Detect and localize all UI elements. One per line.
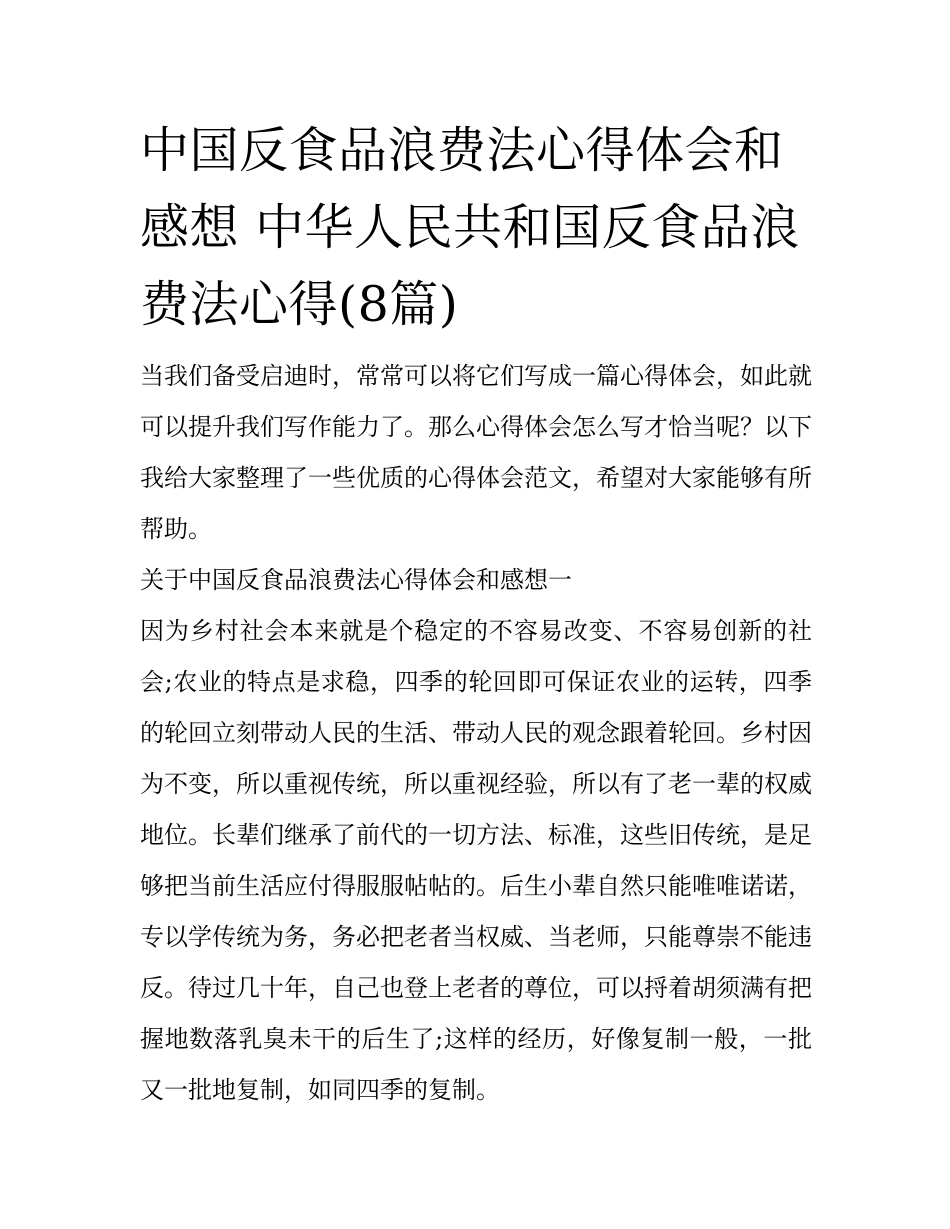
intro-paragraph: 当我们备受启迪时，常常可以将它们写成一篇心得体会，如此就可以提升我们写作能力了。那么心得体会怎么写才恰当呢？以下我给大家整理了一些优质的心得体会范文，希望对大家能够有所帮助。 — [140, 362, 812, 543]
document-title: 中国反食品浪费法心得体会和感想 中华人民共和国反食品浪费法心得(8篇) — [140, 122, 800, 333]
body-paragraph: 因为乡村社会本来就是个稳定的不容易改变、不容易创新的社会;农业的特点是求稳，四季的轮回即可保证农业的运转，四季的轮回立刻带动人民的生活、带动人民的观念跟着轮回。乡村因为不变，所以重视传统，所以重视经验，所以有了老一辈的权威地位。长辈们继承了前代的一切方法、标准，这些旧传统，是足够把当前生活应付得服服帖帖的。后生小辈自然只能唯唯诺诺，专以学传统为务，务必把老者当权威、当老师，只能尊崇不能违反。待过几十年，自己也登上老者的尊位，可以捋着胡须满有把握地数落乳臭未干的后生了;这样的经历，好像复制一般，一批又一批地复制，如同四季的复制。 — [140, 617, 812, 1104]
document-content — [140, 112, 812, 1116]
section-heading: 关于中国反食品浪费法心得体会和感想一 — [140, 566, 572, 594]
